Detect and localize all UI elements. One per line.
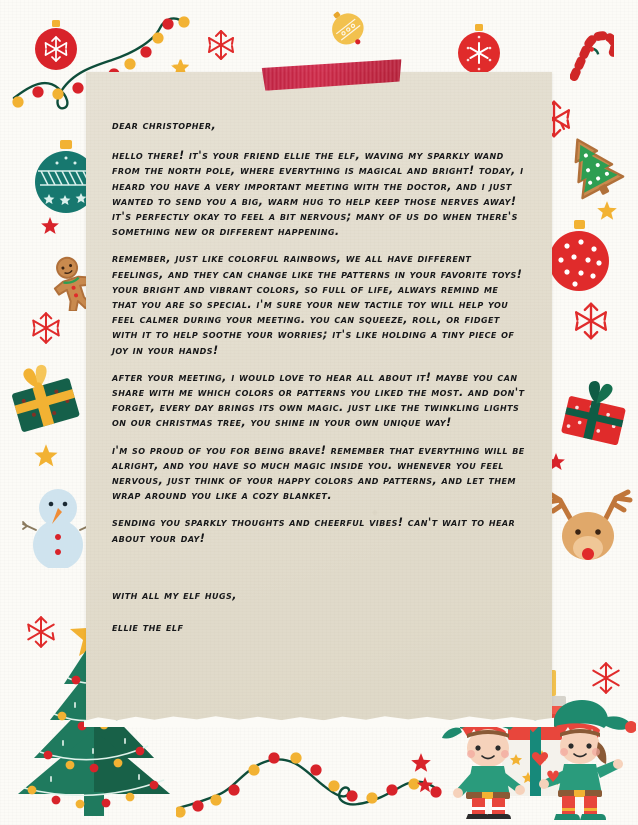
christmas-light-string [176,742,446,822]
red-star [40,216,60,236]
gingerbread-tree-cookie [553,128,631,206]
letter-paper [86,72,552,720]
letter-paragraph-1: hello there! it's your friend ellie the elf, waving my sparkly wand from the north pole, where everything is magical and bright! today, i heard you have a very important meeting with the doctor, and i just wanted to send you a big, warm hug to help keep those nerves away! it's perfectly okay to feel a bit nervous; many of us do when there's something new or different happening. [112,149,524,239]
red-gift-box [556,370,636,450]
gold-teardrop-ornament [325,8,369,48]
gold-star [33,443,59,469]
letter-salutation: dear christopher, [112,119,217,132]
red-snowflake [28,310,64,346]
snowman [22,482,94,568]
letter-paragraph-3: after your meeting, i would love to hear all about it! maybe you can share with me which colors or patterns you liked the most. and don't forget, every day brings its own magic. just like the twinkling lights on our christmas tree, you shine in your own unique way! [112,370,525,430]
letter-signoff: with all my elf hugs, [112,588,237,602]
red-dotted-ornament [545,218,615,296]
candy-cane [570,26,614,86]
letter-paragraph-4: i'm so proud of you for being brave! remember that everything will be alright, and you have so much magic inside you. whenever you feel nervous, just think of your happy colors and patterns, and let them wrap around you like a cozy blanket. [112,443,525,503]
red-snowflake [570,300,612,342]
red-snowflake [204,28,238,62]
letter-paragraph-2: remember, just like colorful rainbows, we all have different feelings, and they can change like the patterns in your favorite toys! your bright and vibrant colors, so full of life, always remind me that you are so special. i'm sure your new tactile toy will help you feel calmer during your meeting. you can squeeze, roll, or fidget with it to help soothe your worries; it's like holding a tiny piece of joy in your hands! [112,252,523,357]
reindeer-head [540,478,638,564]
heart-icon [530,748,550,768]
letter-content [112,118,526,635]
red-star [416,776,434,794]
green-gift-box [6,355,84,435]
letter-paragraph-5: sending you sparkly thoughts and cheerful vibes! can't wait to hear about your day! [112,516,516,545]
red-snowflake [23,614,59,650]
red-star [410,752,432,774]
red-snowflake [588,660,624,696]
letter-signature: ellie the elf [112,621,184,635]
red-snowflake-ornament [33,18,79,74]
red-starburst-ornament [456,22,502,78]
